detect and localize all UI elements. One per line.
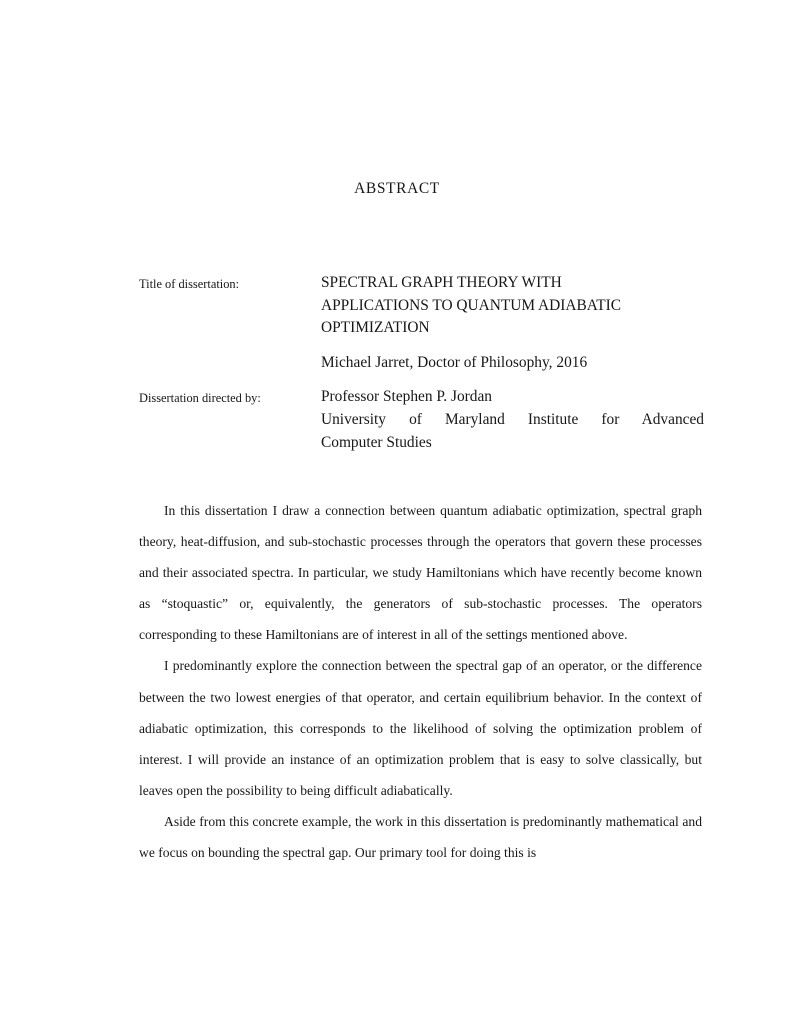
abstract-paragraph-3: Aside from this concrete example, the work in this dissertation is predominantly mathematical and we focus on bounding the spectral gap. Our primary tool for doing this is <box>139 813 702 861</box>
title-of-dissertation-label: Title of dissertation: <box>139 277 240 291</box>
title-of-dissertation-value <box>321 272 704 374</box>
advisor-name: Professor Stephen P. Jordan <box>321 388 492 406</box>
dissertation-directed-by-value <box>321 386 704 454</box>
dissertation-directed-by-label: Dissertation directed by: <box>139 391 261 406</box>
advisor-affiliation-line-1: University of Maryland Institute for Advanced <box>321 410 704 428</box>
abstract-body <box>139 495 702 868</box>
metadata-row-advisor <box>139 386 704 454</box>
dissertation-title-line-2: APPLICATIONS TO QUANTUM ADIABATIC <box>321 296 621 314</box>
dissertation-title-line-3: OPTIMIZATION <box>321 319 430 337</box>
dissertation-title-line-1: SPECTRAL GRAPH THEORY WITH <box>321 274 562 291</box>
page-title: ABSTRACT <box>354 180 440 197</box>
metadata-row-title <box>139 272 704 374</box>
dissertation-metadata <box>139 272 704 454</box>
author-degree-year: Michael Jarret, Doctor of Philosophy, 2016 <box>321 353 588 371</box>
advisor-affiliation-line-2: Computer Studies <box>321 433 432 451</box>
abstract-paragraph-2: I predominantly explore the connection between the spectral gap of an operator, or the difference between the two lowest energies of that operator, and certain equilibrium behavior. In the context of adiabatic optimization, this corresponds to the likelihood of solving the optimization problem of interest. I will provide an instance of an optimization problem that is easy to solve classically, but leaves open the possibility to being difficult adiabatically. <box>139 658 702 798</box>
abstract-paragraph-1: In this dissertation I draw a connection between quantum adiabatic optimization, spectral graph theory, heat-diffusion, and sub-stochastic processes through the operators that govern these processes and their associated spectra. In particular, we study Hamiltonians which have recently become known as “stoquastic” or, equivalently, the generators of sub-stochastic processes. The operators corresponding to these Hamiltonians are of interest in all of the settings mentioned above. <box>139 503 702 643</box>
